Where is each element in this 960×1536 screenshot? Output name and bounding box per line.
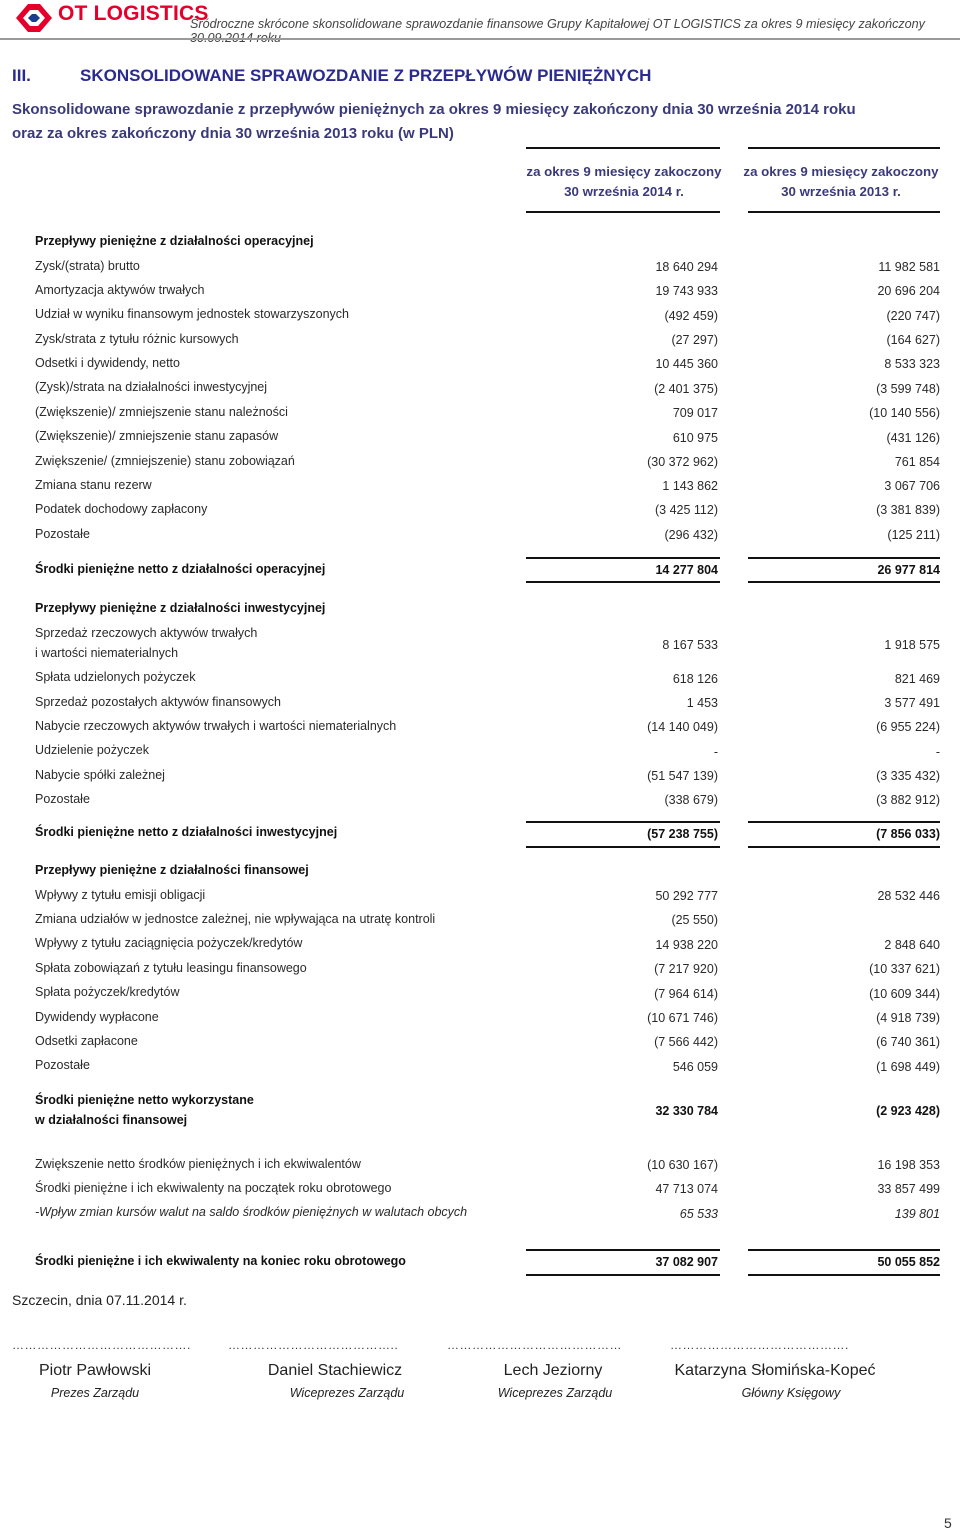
- signatory-name: Daniel Stachiewicz: [267, 1362, 403, 1379]
- row-label: Nabycie rzeczowych aktywów trwałych i wartości niematerialnych: [35, 719, 397, 733]
- total-rule: [748, 557, 940, 559]
- column-header-2014-line1: za okres 9 miesięcy zakoczony: [526, 164, 722, 179]
- total-value-2013: 50 055 852: [877, 1255, 940, 1269]
- total-rule: [748, 821, 940, 823]
- row-label: Spłata pożyczek/kredytów: [35, 985, 180, 999]
- row-label: Udzielenie pożyczek: [35, 743, 149, 757]
- row-value-2013: 8 533 323: [884, 357, 940, 371]
- row-value-2014: (3 425 112): [654, 503, 718, 517]
- row-value-2013: 33 857 499: [877, 1182, 940, 1196]
- row-label: Wpływy z tytułu zaciągnięcia pożyczek/kredytów: [35, 936, 303, 950]
- ot-logistics-logo-icon: [14, 2, 54, 34]
- row-value-2013: 821 469: [894, 672, 940, 686]
- row-label: Spłata udzielonych pożyczek: [35, 670, 196, 684]
- column-header-rule-top: [748, 147, 940, 149]
- row-label: Wpływy z tytułu emisji obligacji: [35, 888, 206, 902]
- total-rule: [526, 821, 720, 823]
- section-title-text: SKONSOLIDOWANE SPRAWOZDANIE Z PRZEPŁYWÓW PIENIĘŻNYCH: [80, 66, 652, 85]
- row-value-2013: (3 599 748): [876, 382, 940, 396]
- row-value-2014: 47 713 074: [655, 1182, 718, 1196]
- row-value-2014: (7 566 442): [654, 1035, 718, 1049]
- column-header-rule-bottom: [748, 211, 940, 213]
- row-value-2013: (1 698 449): [876, 1060, 940, 1074]
- total-rule: [526, 846, 720, 848]
- signatory-role: Główny Księgowy: [741, 1386, 841, 1400]
- page-header: [0, 0, 960, 42]
- total-label-financing: Środki pieniężne netto wykorzystane: [35, 1093, 254, 1107]
- row-value-2014: (10 630 167): [647, 1158, 718, 1172]
- row-value-2014: 18 640 294: [655, 260, 718, 274]
- signatory-role: Prezes Zarządu: [50, 1386, 140, 1400]
- row-value-2013: (431 126): [886, 431, 940, 445]
- row-label: (Zwiększenie)/ zmniejszenie stanu należności: [35, 405, 288, 419]
- section-title: [12, 66, 651, 86]
- document-header-title: Śródroczne skrócone skonsolidowane sprawozdanie finansowe Grupy Kapitałowej OT LOGISTICS za okres 9 miesięcy zakończony: [190, 17, 925, 31]
- row-value-2014: (492 459): [664, 309, 718, 323]
- row-value-2014: (7 964 614): [654, 987, 718, 1001]
- row-label: Amortyzacja aktywów trwałych: [35, 283, 205, 297]
- row-label: Zwiększenie/ (zmniejszenie) stanu zobowiązań: [35, 454, 295, 468]
- row-label: Spłata zobowiązań z tytułu leasingu finansowego: [35, 961, 307, 975]
- row-value-2013: (3 381 839): [876, 503, 940, 517]
- row-value-2014: 709 017: [672, 406, 718, 420]
- row-value-2013: 28 532 446: [877, 889, 940, 903]
- row-label: Pozostałe: [35, 1058, 90, 1072]
- row-label: Zysk/strata z tytułu różnic kursowych: [35, 332, 239, 346]
- row-value-2014: 19 743 933: [655, 284, 718, 298]
- statement-subtitle-line-2: oraz za okres zakończony dnia 30 września 2013 roku (w PLN): [12, 125, 454, 142]
- column-header-2013: [740, 162, 942, 202]
- total-rule: [526, 1274, 720, 1276]
- row-value-2014: (51 547 139): [647, 769, 718, 783]
- signatory-name: Lech Jeziorny: [503, 1362, 603, 1379]
- total-value-2014: 32 330 784: [655, 1104, 718, 1118]
- row-value-2014: (338 679): [664, 793, 718, 807]
- row-label: Zwiększenie netto środków pieniężnych i ich ekwiwalentów: [35, 1157, 361, 1171]
- row-value-2014: 10 445 360: [655, 357, 718, 371]
- total-rule: [748, 846, 940, 848]
- row-label: Pozostałe: [35, 792, 90, 806]
- signatory-name: Piotr Pawłowski: [38, 1362, 152, 1379]
- row-label: -Wpływ zmian kursów walut na saldo środków pieniężnych w walutach obcych: [35, 1205, 468, 1219]
- row-value-2014: (30 372 962): [647, 455, 718, 469]
- row-value-2014: 1 453: [686, 696, 718, 710]
- row-value-2013: 3 067 706: [884, 479, 940, 493]
- statement-subtitle-line-1: Skonsolidowane sprawozdanie z przepływów pieniężnych za okres 9 miesięcy zakończony dnia 30 września 2014 roku: [12, 101, 856, 118]
- row-value-2013: (3 335 432): [876, 769, 940, 783]
- total-rule: [526, 557, 720, 559]
- signatory-name: Katarzyna Słomińska-Kopeć: [674, 1362, 876, 1379]
- total-rule: [748, 1249, 940, 1251]
- row-value-2014: -: [713, 745, 718, 759]
- row-label: Zysk/(strata) brutto: [35, 259, 140, 273]
- row-value-2014: 50 292 777: [655, 889, 718, 903]
- total-value-2014: (57 238 755): [647, 827, 718, 841]
- column-header-2014-line2: 30 września 2014 r.: [564, 184, 684, 199]
- signature-line: …………………………………….: [12, 1338, 191, 1352]
- row-label: Zmiana udziałów w jednostce zależnej, nie wpływająca na utratę kontroli: [35, 912, 436, 926]
- column-header-rule-top: [526, 147, 720, 149]
- row-value-2014: 65 533: [679, 1207, 718, 1221]
- row-label: Sprzedaż pozostałych aktywów finansowych: [35, 695, 281, 709]
- place-and-date: Szczecin, dnia 07.11.2014 r.: [12, 1292, 187, 1308]
- row-value-2013: 2 848 640: [884, 938, 940, 952]
- total-value-2014: 14 277 804: [655, 563, 718, 577]
- row-value-2014: (2 401 375): [654, 382, 718, 396]
- column-header-2013-line1: za okres 9 miesięcy zakoczony: [743, 164, 939, 179]
- row-value-2013: (4 918 739): [876, 1011, 940, 1025]
- signature-line: …………………………………..: [228, 1338, 399, 1352]
- row-value-2013: 139 801: [894, 1207, 940, 1221]
- row-value-2013: (125 211): [887, 528, 940, 542]
- row-value-2014: (27 297): [671, 333, 718, 347]
- row-value-2013: 761 854: [894, 455, 940, 469]
- row-label-line2: i wartości niematerialnych: [35, 646, 179, 660]
- row-value-2013: (10 609 344): [869, 987, 940, 1001]
- row-value-2014: 546 059: [672, 1060, 718, 1074]
- row-value-2014: (10 671 746): [647, 1011, 718, 1025]
- row-label: Pozostałe: [35, 527, 90, 541]
- signatory-role: Wiceprezes Zarządu: [289, 1386, 405, 1400]
- signature-line: ……………………………………: [447, 1338, 622, 1352]
- total-rule: [526, 581, 720, 583]
- row-value-2013: (220 747): [886, 309, 940, 323]
- total-rule: [748, 1274, 940, 1276]
- row-value-2013: 3 577 491: [884, 696, 940, 710]
- row-value-2013: (10 140 556): [869, 406, 940, 420]
- row-value-2013: 16 198 353: [877, 1158, 940, 1172]
- row-label: Dywidendy wypłacone: [35, 1010, 159, 1024]
- signatory-role: Wiceprezes Zarządu: [497, 1386, 613, 1400]
- section-heading-operating: Przepływy pieniężne z działalności operacyjnej: [35, 234, 314, 248]
- total-label-operating: Środki pieniężne netto z działalności operacyjnej: [35, 562, 326, 576]
- total-value-2013: 26 977 814: [877, 563, 940, 577]
- row-label: Odsetki zapłacone: [35, 1034, 138, 1048]
- section-heading-financing: Przepływy pieniężne z działalności finansowej: [35, 863, 309, 877]
- column-header-2013-line2: 30 września 2013 r.: [781, 184, 901, 199]
- row-value-2014: (296 432): [664, 528, 718, 542]
- row-label: Podatek dochodowy zapłacony: [35, 502, 208, 516]
- row-value-2013: (6 740 361): [876, 1035, 940, 1049]
- column-header-rule-bottom: [526, 211, 720, 213]
- row-value-2013: (3 882 912): [876, 793, 940, 807]
- row-label: Nabycie spółki zależnej: [35, 768, 165, 782]
- row-label: Odsetki i dywidendy, netto: [35, 356, 180, 370]
- row-label: Sprzedaż rzeczowych aktywów trwałych: [35, 626, 258, 640]
- row-value-2013: (10 337 621): [869, 962, 940, 976]
- row-value-2014: 1 143 862: [662, 479, 718, 493]
- row-value-2013: (6 955 224): [876, 720, 940, 734]
- column-header-2014: [522, 162, 726, 202]
- row-label: Udział w wyniku finansowym jednostek stowarzyszonych: [35, 307, 350, 321]
- logo-text: OT LOGISTICS: [58, 2, 209, 25]
- row-value-2013: 11 982 581: [878, 260, 940, 274]
- total-rule: [526, 1249, 720, 1251]
- row-value-2013: (164 627): [886, 333, 940, 347]
- row-value-2014: 618 126: [672, 672, 718, 686]
- total-rule: [748, 581, 940, 583]
- total-value-2013: (7 856 033): [876, 827, 940, 841]
- section-heading-investing: Przepływy pieniężne z działalności inwestycyjnej: [35, 601, 326, 615]
- total-value-2014: 37 082 907: [655, 1255, 718, 1269]
- row-value-2014: 14 938 220: [655, 938, 718, 952]
- row-label: Środki pieniężne i ich ekwiwalenty na początek roku obrotowego: [35, 1181, 392, 1195]
- row-value-2013: 20 696 204: [877, 284, 940, 298]
- row-label: Zmiana stanu rezerw: [35, 478, 152, 492]
- row-value-2014: 8 167 533: [662, 638, 718, 652]
- total-label-closing-cash: Środki pieniężne i ich ekwiwalenty na koniec roku obrotowego: [35, 1254, 406, 1268]
- row-label: (Zwiększenie)/ zmniejszenie stanu zapasów: [35, 429, 279, 443]
- section-number: III.: [12, 66, 31, 85]
- row-value-2014: (25 550): [671, 913, 718, 927]
- header-divider: [0, 38, 960, 40]
- page-number: 5: [944, 1515, 952, 1531]
- row-value-2014: 610 975: [672, 431, 718, 445]
- total-label-financing-line2: w działalności finansowej: [35, 1113, 188, 1127]
- row-value-2013: 1 918 575: [884, 638, 940, 652]
- row-value-2013: -: [935, 745, 940, 759]
- total-value-2013: (2 923 428): [876, 1104, 940, 1118]
- row-value-2014: (7 217 920): [654, 962, 718, 976]
- row-label: (Zysk)/strata na działalności inwestycyjnej: [35, 380, 268, 394]
- row-value-2014: (14 140 049): [647, 720, 718, 734]
- total-label-investing: Środki pieniężne netto z działalności inwestycyjnej: [35, 825, 338, 839]
- signature-line: …………………………………….: [670, 1338, 849, 1352]
